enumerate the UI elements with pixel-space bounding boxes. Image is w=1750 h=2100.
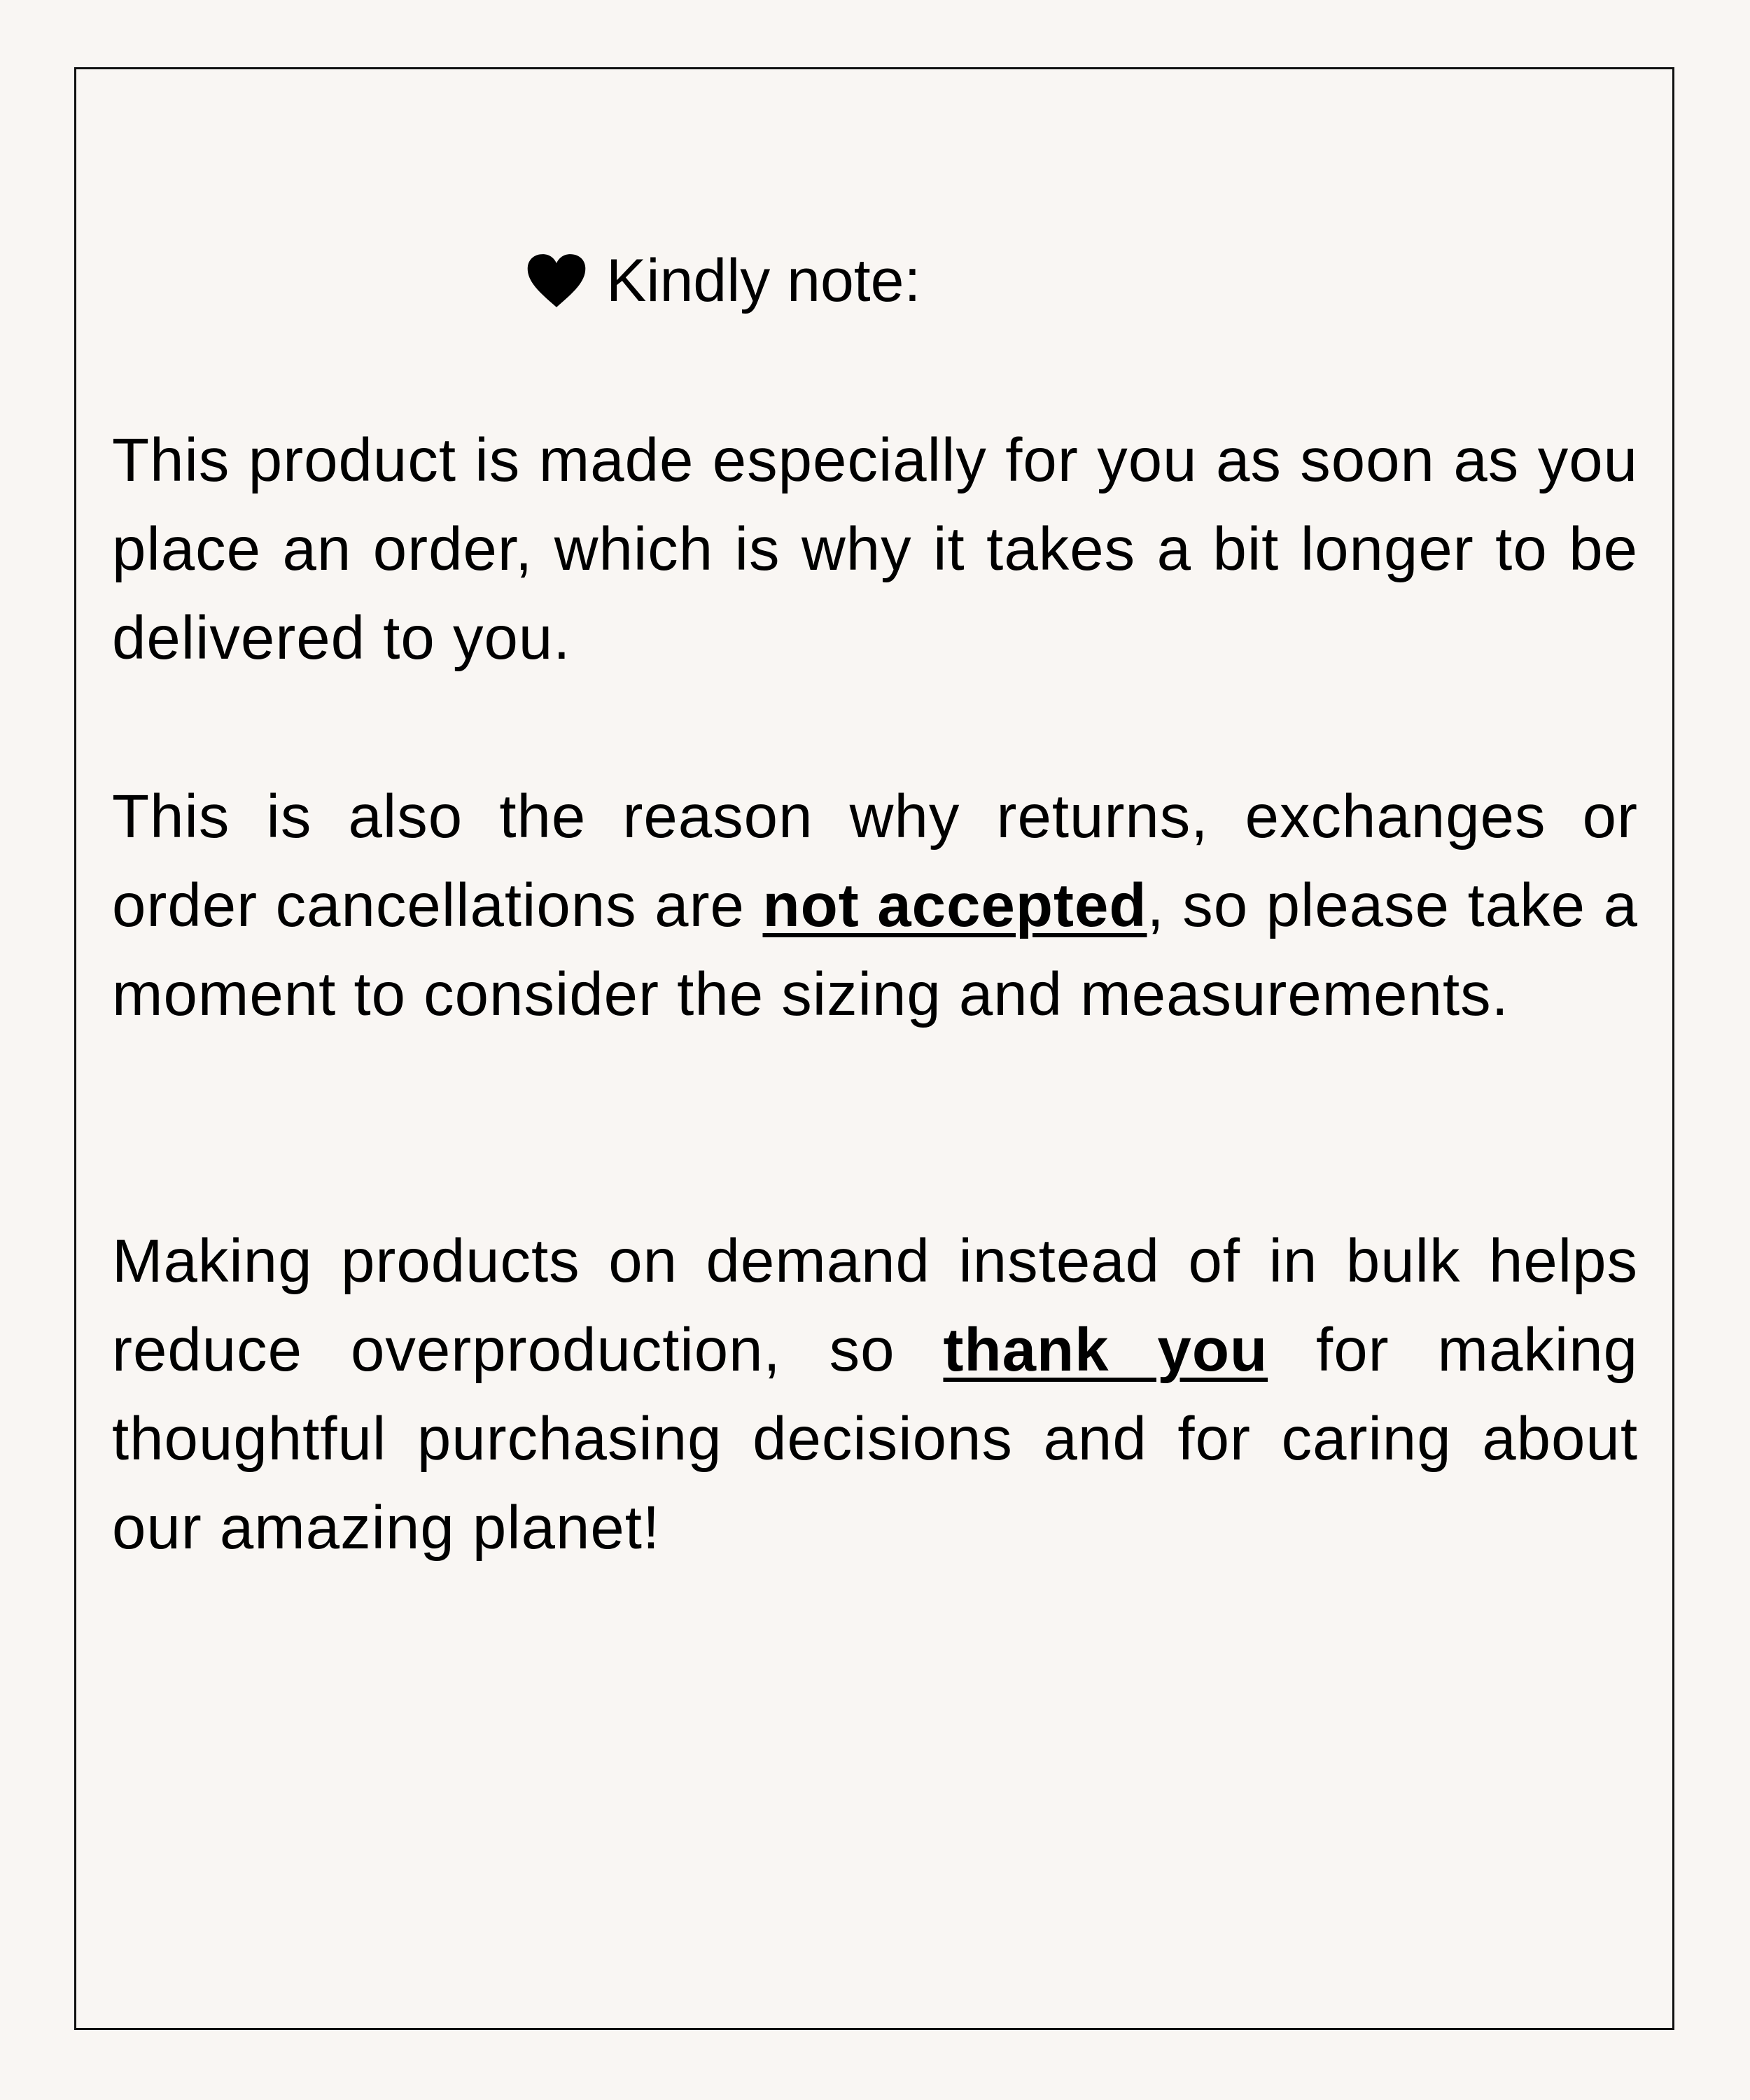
paragraph-made-for-you bbox=[112, 416, 1638, 682]
paragraph-3-text-before: Making products on demand instead of in bulk helps reduce overproduction, so bbox=[112, 1227, 1638, 1384]
paragraph-3-text-after: for making thoughtful purchasing decisions and for caring about our amazing planet! bbox=[112, 1316, 1638, 1562]
thank-you-emphasis: thank you bbox=[943, 1316, 1268, 1384]
note-heading bbox=[526, 242, 920, 319]
paragraph-on-demand bbox=[112, 1217, 1638, 1572]
paragraph-2-text-after: , so please take a moment to consider the sizing and measurements. bbox=[112, 872, 1638, 1028]
heart-icon bbox=[526, 253, 587, 309]
not-accepted-emphasis: not accepted bbox=[762, 872, 1147, 939]
heading-text: Kindly note: bbox=[606, 247, 921, 314]
paragraph-1-text: This product is made especially for you as soon as you place an order, which is why it takes a bit longer to be delivered to you. bbox=[112, 426, 1638, 672]
paragraph-2-text-before: This is also the reason why returns, exchanges or order cancellations are bbox=[112, 783, 1638, 939]
note-frame bbox=[74, 67, 1674, 2030]
paragraph-returns-policy bbox=[112, 772, 1638, 1039]
